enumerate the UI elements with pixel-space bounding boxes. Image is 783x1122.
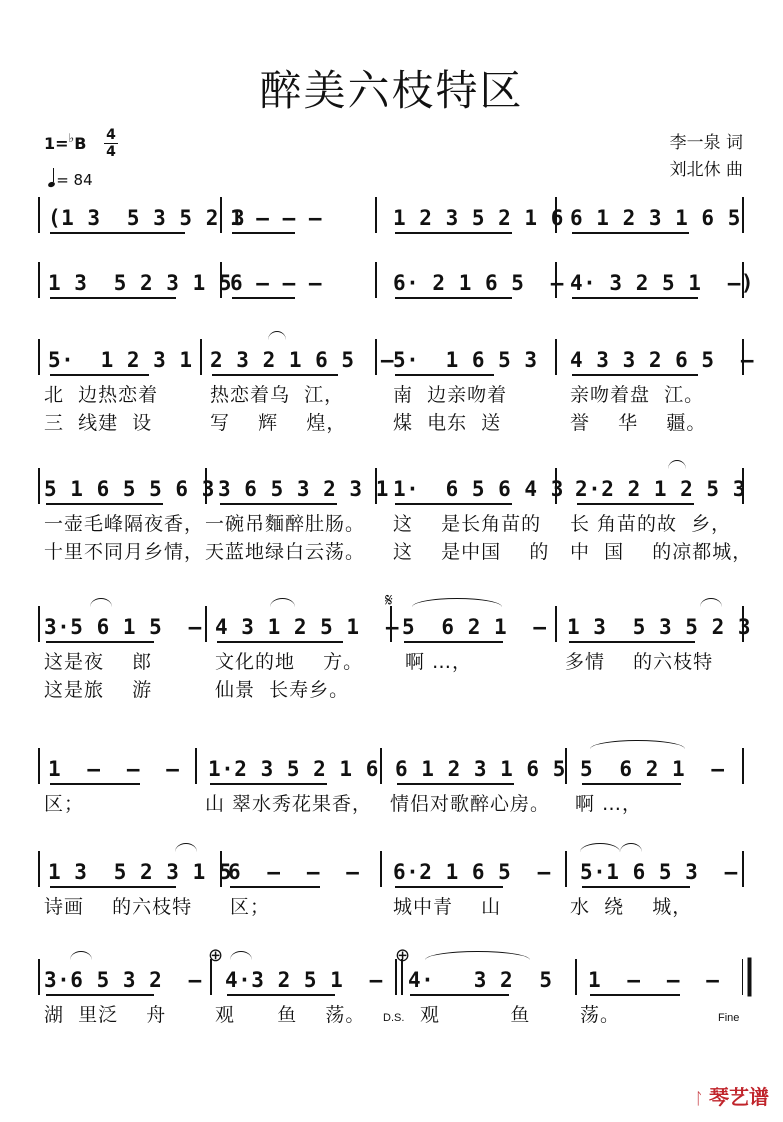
- beam-line: [395, 886, 503, 888]
- score-row: [0, 965, 783, 995]
- lyric-segment: 十里不同月乡情，: [44, 541, 205, 563]
- lyric-segment: 一壶毛峰隔夜香，: [44, 513, 205, 535]
- lyric-line: [0, 647, 783, 671]
- lyric-line: [0, 789, 783, 813]
- lyric-segment: 文化的地 方。: [215, 651, 364, 673]
- slur-mark: [412, 598, 502, 607]
- lyric-segment: 中 国 的凉都城，: [570, 541, 753, 563]
- measure: 4 3 1 2 5 1 –: [215, 615, 400, 639]
- barline: [38, 197, 40, 233]
- da-segno-mark: D.S.: [383, 1012, 405, 1024]
- beam-line: [227, 994, 335, 996]
- measure: 1· 6 5 6 4 3: [393, 477, 564, 501]
- beam-line: [395, 374, 494, 376]
- beam-line: [50, 783, 140, 785]
- barline: [38, 468, 40, 504]
- slur-mark: [590, 740, 685, 749]
- lyric-segment: 这 是长角苗的: [393, 513, 542, 535]
- measure: 4 3 3 2 6 5 –: [570, 348, 755, 372]
- lyric-line: [0, 892, 783, 916]
- lyric-segment: 区；: [44, 793, 85, 815]
- lyric-segment: 誉 华 疆。: [570, 412, 707, 434]
- measure: 5· 1 6 5 3: [393, 348, 538, 372]
- beam-line: [217, 641, 343, 643]
- measure: 5· 1 2 3 1: [48, 348, 193, 372]
- beam-line: [410, 994, 509, 996]
- beam-line: [404, 641, 503, 643]
- slur-mark: [700, 598, 722, 607]
- barline: [38, 606, 40, 642]
- coda-icon: ⊕: [208, 945, 224, 966]
- quarter-note-icon: [47, 181, 55, 188]
- slur-mark: [230, 951, 252, 960]
- barline: [200, 339, 202, 375]
- lyric-segment: 诗画 的六枝特: [44, 896, 193, 918]
- beam-line: [50, 886, 176, 888]
- barline: [742, 959, 743, 995]
- slur-mark: [580, 843, 620, 852]
- beam-line: [46, 503, 163, 505]
- lyric-segment: 城中青 山: [393, 896, 502, 918]
- lyric-segment: 热恋着乌 江，: [210, 384, 345, 406]
- measure: 1 – – –: [48, 757, 180, 781]
- beam-line: [50, 374, 149, 376]
- coda-icon: ⊕: [395, 945, 411, 966]
- lyric-segment: 亲吻着盘 江。: [570, 384, 705, 406]
- measure: 3·5 6 1 5 –: [44, 615, 202, 639]
- beam-line: [582, 783, 681, 785]
- measure: 6 – – –: [230, 271, 323, 295]
- beam-line: [50, 297, 176, 299]
- beam-line: [572, 374, 698, 376]
- measure: 6 1 2 3 1 6 5: [570, 206, 741, 230]
- beam-line: [577, 503, 694, 505]
- slur-mark: [425, 951, 530, 960]
- measure: 1 2 3 5 2 1 6: [393, 206, 564, 230]
- beam-line: [582, 886, 690, 888]
- lyric-segment: 啊 …，: [575, 793, 643, 815]
- measure: 1 3 5 2 3 1 5: [48, 860, 233, 884]
- measure: 4· 3 2 5 1 –): [570, 271, 755, 295]
- barline: [375, 197, 377, 233]
- beam-line: [212, 374, 338, 376]
- barline: [742, 851, 744, 887]
- beam-line: [230, 886, 320, 888]
- barline: [205, 606, 207, 642]
- beam-line: [590, 994, 680, 996]
- beam-line: [232, 232, 295, 234]
- lyric-segment: 荡。: [580, 1004, 621, 1026]
- barline: [38, 851, 40, 887]
- measure: 5 6 2 1 –: [580, 757, 725, 781]
- measure: (1 3 5 3 5 2 3: [48, 206, 246, 230]
- lyric-segment: 观 鱼: [420, 1004, 531, 1026]
- page-title: 醉美六枝特区: [259, 66, 524, 115]
- measure: 6·2 1 6 5 –: [393, 860, 551, 884]
- lyric-line: [0, 537, 783, 561]
- beam-line: [210, 783, 327, 785]
- lyric-segment: 这 是中国 的: [393, 541, 550, 563]
- time-signature: 4 4: [104, 128, 118, 159]
- composer-credit: 刘北休 曲: [669, 160, 743, 180]
- score-row: [0, 345, 783, 375]
- measure: 4· 3 2 5: [408, 968, 553, 992]
- lyric-line: [0, 675, 783, 699]
- beam-line: [46, 641, 154, 643]
- lyricist-credit: 李一泉 词: [669, 133, 743, 153]
- slur-mark: [70, 951, 92, 960]
- measure: 1 – – –: [230, 206, 323, 230]
- tempo-marking: = 84: [48, 171, 93, 189]
- lyric-segment: 多情 的六枝特: [565, 651, 714, 673]
- measure: 2 3 2 1 6 5 –: [210, 348, 395, 372]
- logo-icon: ᛚ: [694, 1089, 704, 1108]
- lyric-segment: 区；: [230, 896, 271, 918]
- beam-line: [395, 297, 512, 299]
- measure: 4·3 2 5 1 –: [225, 968, 383, 992]
- lyric-segment: 北 边热恋着: [44, 384, 159, 406]
- measure: 1 3 5 2 3 1 5: [48, 271, 233, 295]
- slur-mark: [175, 843, 197, 852]
- lyric-segment: 三 线建 设: [44, 412, 153, 434]
- lyric-segment: 水 绕 城，: [570, 896, 693, 918]
- lyric-segment: 啊 …，: [405, 651, 473, 673]
- segno-icon: 𝄋: [385, 590, 393, 611]
- lyric-segment: 观 鱼 荡。: [215, 1004, 366, 1026]
- lyric-line: [0, 509, 783, 533]
- slur-mark: [668, 460, 686, 469]
- lyric-segment: 写 辉 煌，: [210, 412, 347, 434]
- slur-mark: [620, 843, 642, 852]
- beam-line: [50, 232, 185, 234]
- barline: [38, 959, 40, 995]
- barline: [555, 606, 557, 642]
- score-row: [0, 754, 783, 784]
- beam-line: [572, 232, 689, 234]
- lyric-segment: 南 边亲吻着: [393, 384, 508, 406]
- barline: [742, 197, 744, 233]
- measure: 5 6 2 1 –: [402, 615, 547, 639]
- key-signature: 1=♭B: [44, 131, 87, 153]
- score-row: [0, 268, 783, 298]
- measure: 6· 2 1 6 5 –: [393, 271, 564, 295]
- lyric-segment: 仙景 长寿乡。: [215, 679, 350, 701]
- measure: 5 1 6 5 5 6 3: [44, 477, 215, 501]
- fine-mark: Fine: [718, 1012, 740, 1024]
- measure: 5·1 6 5 3 –: [580, 860, 738, 884]
- lyric-segment: 天蓝地绿白云荡。: [205, 541, 366, 563]
- lyric-segment: 长 角苗的故 乡，: [570, 513, 732, 535]
- lyric-segment: 这是夜 郎: [44, 651, 153, 673]
- barline: [195, 748, 197, 784]
- measure: 3 6 5 3 2 3 1: [218, 477, 389, 501]
- barline: [38, 339, 40, 375]
- beam-line: [220, 503, 337, 505]
- score-row: [0, 612, 783, 642]
- barline: [555, 339, 557, 375]
- site-logo: ᛚ 琴艺谱: [694, 1085, 769, 1109]
- measure: 1·2 3 5 2 1 6: [208, 757, 379, 781]
- slur-mark: [268, 331, 286, 340]
- barline: [38, 748, 40, 784]
- beam-line: [397, 783, 514, 785]
- measure: 2·2 2 1 2 5 3: [575, 477, 746, 501]
- measure: 1 – – –: [588, 968, 720, 992]
- beam-line: [395, 503, 512, 505]
- barline: [375, 262, 377, 298]
- barline: [38, 262, 40, 298]
- slur-mark: [90, 598, 112, 607]
- score-row: [0, 857, 783, 887]
- lyric-segment: 情侣对歌醉心房。: [390, 793, 551, 815]
- beam-line: [46, 994, 154, 996]
- lyric-segment: 一碗吊麵醉肚肠。: [205, 513, 366, 535]
- measure: 3·6 5 3 2 –: [44, 968, 202, 992]
- lyric-segment: 煤 电东 送: [393, 412, 502, 434]
- measure: 6 1 2 3 1 6 5: [395, 757, 566, 781]
- beam-line: [569, 641, 695, 643]
- barline: [565, 851, 567, 887]
- lyric-segment: 湖 里泛 舟: [44, 1004, 167, 1026]
- score-row: [0, 474, 783, 504]
- barline: [575, 959, 577, 995]
- lyric-segment: 山 翠水秀花果香，: [205, 793, 373, 815]
- barline: [742, 748, 744, 784]
- beam-line: [395, 232, 512, 234]
- flat-sign: ♭: [68, 131, 75, 145]
- score-row: [0, 203, 783, 233]
- measure: 1 3 5 3 5 2 3: [567, 615, 752, 639]
- lyric-line: [0, 408, 783, 432]
- measure: 6 – – –: [228, 860, 360, 884]
- lyric-line: [0, 380, 783, 404]
- lyric-segment: 这是旅 游: [44, 679, 153, 701]
- slur-mark: [270, 598, 295, 607]
- beam-line: [232, 297, 295, 299]
- barline: [380, 748, 382, 784]
- barline: [380, 851, 382, 887]
- beam-line: [572, 297, 698, 299]
